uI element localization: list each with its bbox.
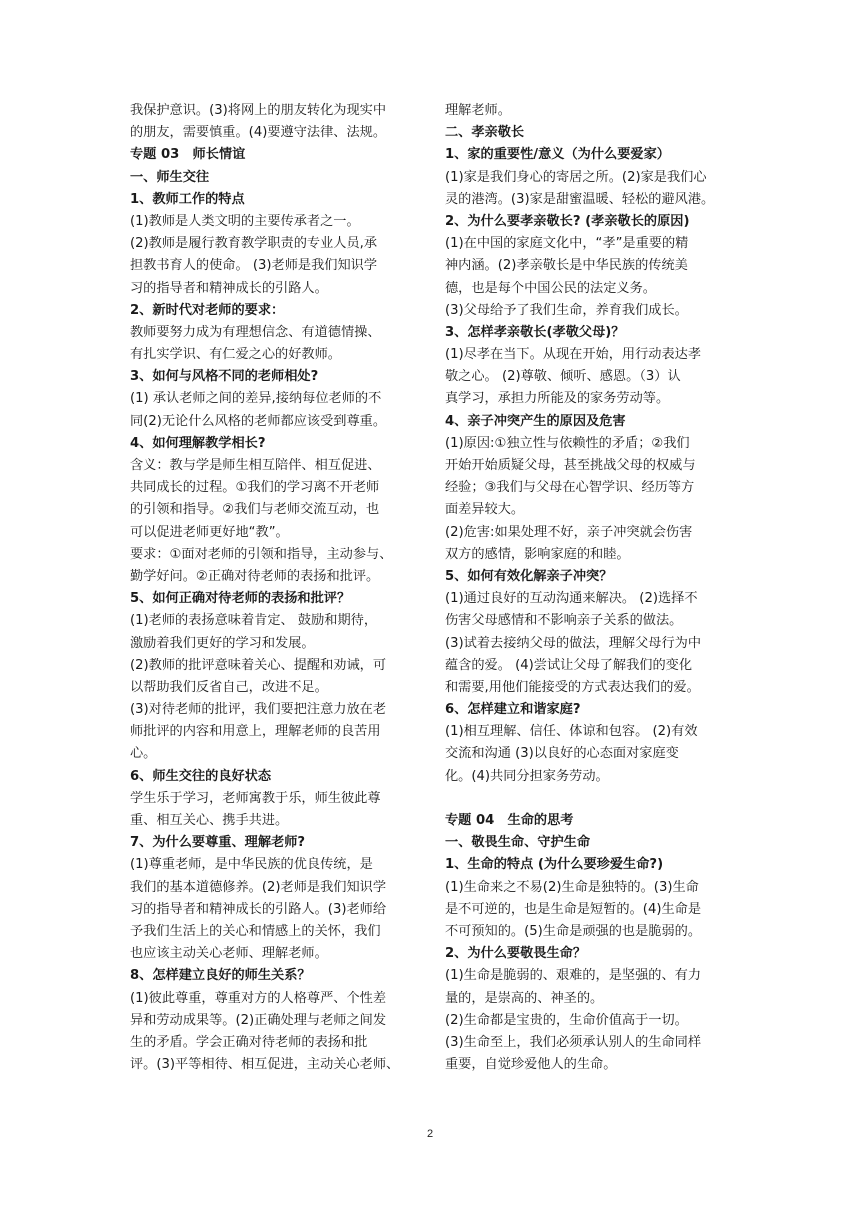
text-line: 可以促进老师更好地“教”。 [130,524,289,540]
text-line: 敬之心。 (2)尊敬、倾听、感恩。（3）认 [445,369,681,385]
text-line: 师批评的内容和用意上，理解老师的良苦用 [130,724,381,740]
text-line: (1)通过良好的互动沟通来解决。 (2)选择不 [445,591,698,607]
text-line: (3)父母给予了我们生命，养育我们成长。 [445,302,688,318]
text-line: 是不可逆的，也是生命是短暂的。(4)生命是 [445,901,702,917]
text-line: 重要，自觉珍爱他人的生命。 [445,1057,617,1073]
section-heading: 一、敬畏生命、守护生命 [445,835,591,851]
section-heading: 4、亲子冲突产生的原因及危害 [445,413,626,429]
text-line: 勤学好问。②正确对待老师的表扬和批评。 [130,568,380,584]
section-heading: 3、如何与风格不同的老师相处? [130,369,319,385]
text-line: 异和劳动成果等。(2)正确处理与老师之间发 [130,1012,387,1028]
text-line: 重、相互关心、携手共进。 [130,813,289,828]
section-heading: 二、孝亲敬长 [445,125,525,141]
text-line: 双方的感情，影响家庭的和睦。 [445,546,630,562]
text-line: 的引领和指导。②我们与老师交流互动，也 [130,502,380,518]
text-line: (2)生命都是宝贵的，生命价值高于一切。 [445,1012,688,1028]
text-line: (1)在中国的家庭文化中，“孝”是重要的精 [445,236,689,252]
text-line: 理解老师。 [445,103,511,118]
text-line: 教师要努力成为有理想信念、有道德情操、 [130,324,381,340]
text-line: 习的指导者和精神成长的引路人。 [130,280,328,296]
right-column [445,100,735,1076]
text-line: (1)相互理解、信任、体谅和包容。 (2)有效 [445,724,698,740]
section-heading: 6、怎样建立和谐家庭? [445,702,581,718]
text-line: (2)危害:如果处理不好，亲子冲突就会伤害 [445,524,693,540]
text-line: 担教书育人的使命。 (3)老师是我们知识学 [130,258,378,274]
text-line: 学生乐于学习，老师寓教于乐，师生彼此尊 [130,790,381,806]
page-number: 2 [426,1128,434,1140]
section-heading: 1、教师工作的特点 [130,191,245,207]
section-heading: 一、师生交往 [130,169,210,185]
text-line: (3)试着去接纳父母的做法，理解父母行为中 [445,635,702,651]
section-heading: 1、生命的特点 (为什么要珍爱生命?) [445,857,664,873]
section-heading: 4、如何理解教学相长? [130,435,266,451]
text-line: (1)家是我们身心的寄居之所。(2)家是我们心 [445,169,707,185]
text-line: (1)尽孝在当下。从现在开始，用行动表达孝 [445,347,702,363]
text-line: 心。 [130,746,157,762]
text-line: 共同成长的过程。①我们的学习离不开老师 [130,480,380,496]
text-line: (1)教师是人类文明的主要传承者之一。 [130,213,360,229]
text-line: (1) 承认老师之间的差异,接纳每位老师的不 [130,391,382,407]
text-line: 激励着我们更好的学习和发展。 [130,635,315,651]
text-line: 习的指导者和精神成长的引路人。(3)老师给 [130,901,387,917]
section-heading: 5、如何正确对待老师的表扬和批评？ [130,591,351,607]
text-line: (1)生命是脆弱的、艰难的，是坚强的、有力 [445,968,702,984]
text-line: 要求：①面对老师的引领和指导，主动参与、 [130,546,393,562]
text-line: 的朋友，需要慎重。(4)要遵守法律、法规。 [130,125,387,141]
text-line: (2)教师是履行教育教学职责的专业人员,承 [130,236,378,252]
section-heading: 6、师生交往的良好状态 [130,768,272,784]
text-line: 评。(3)平等相待、相互促进，主动关心老师、 [130,1057,400,1073]
text-line: 以帮助我们反省自己，改进不足。 [130,679,328,695]
blank-line [445,788,735,810]
text-line: 蕴含的爱。 (4)尝试让父母了解我们的变化 [445,657,693,673]
section-heading: 1、家的重要性/意义（为什么要爱家） [445,147,670,163]
text-line: (1)生命来之不易(2)生命是独特的。(3)生命 [445,879,699,895]
text-line: 我们的基本道德修养。(2)老师是我们知识学 [130,879,387,895]
left-column [130,100,420,1076]
text-line: 有扎实学识、有仁爱之心的好教师。 [130,347,341,363]
text-line: 开始开始质疑父母，甚至挑战父母的权威与 [445,458,696,473]
text-line: 予我们生活上的关心和情感上的关怀，我们 [130,923,381,939]
text-line: 含义：教与学是师生相互陪伴、相互促进、 [130,458,381,473]
text-line: 神内涵。(2)孝亲敬长是中华民族的传统美 [445,258,688,274]
text-line: 德，也是每个中国公民的法定义务。 [445,280,656,296]
section-heading: 8、怎样建立良好的师生关系？ [130,968,311,984]
text-line: 我保护意识。(3)将网上的朋友转化为现实中 [130,103,387,118]
text-line: 同(2)无论什么风格的老师都应该受到尊重。 [130,413,387,429]
text-line: (3)生命至上，我们必须承认别人的生命同样 [445,1034,702,1050]
section-heading: 5、如何有效化解亲子冲突？ [445,568,613,584]
text-line: 真学习，承担力所能及的家务劳动等。 [445,391,670,407]
text-line: 不可预知的。(5)生命是顽强的也是脆弱的。 [445,923,702,939]
text-line: (1)彼此尊重，尊重对方的人格尊严、个性差 [130,990,387,1006]
text-line: (3)对待老师的批评，我们要把注意力放在老 [130,702,387,718]
text-line: 生的矛盾。学会正确对待老师的表扬和批 [130,1034,368,1050]
text-line: 经验；③我们与父母在心智学识、经历等方 [445,480,695,496]
text-line: 和需要,用他们能接受的方式表达我们的爱。 [445,679,700,695]
section-heading: 2、为什么要敬畏生命？ [445,946,587,962]
section-heading: 3、怎样孝亲敬长(孝敬父母)？ [445,324,625,340]
section-heading: 专题 03 师长情谊 [130,147,246,163]
text-line: 面差异较大。 [445,502,525,518]
text-line: 交流和沟通 (3)以良好的心态面对家庭变 [445,746,679,762]
section-heading: 2、新时代对老师的要求： [130,302,285,318]
text-line: 化。(4)共同分担家务劳动。 [445,768,609,784]
text-line: (1)尊重老师，是中华民族的优良传统，是 [130,857,373,873]
text-line: 也应该主动关心老师、理解老师。 [130,946,328,962]
text-line: (1)老师的表扬意味着肯定、 鼓励和期待， [130,613,378,629]
text-line: 伤害父母感情和不影响亲子关系的做法。 [445,613,683,629]
text-line: (1)原因:①独立性与依赖性的矛盾；②我们 [445,435,690,451]
section-heading: 2、为什么要孝亲敬长? (孝亲敬长的原因) [445,213,690,229]
text-line: 量的，是崇高的、神圣的。 [445,990,604,1006]
section-heading: 7、为什么要尊重、理解老师? [130,835,306,851]
section-heading: 专题 04 生命的思考 [445,813,574,828]
text-line: (2)教师的批评意味着关心、提醒和劝诫，可 [130,657,387,673]
text-line: 灵的港湾。(3)家是甜蜜温暖、轻松的避风港。 [445,191,715,207]
